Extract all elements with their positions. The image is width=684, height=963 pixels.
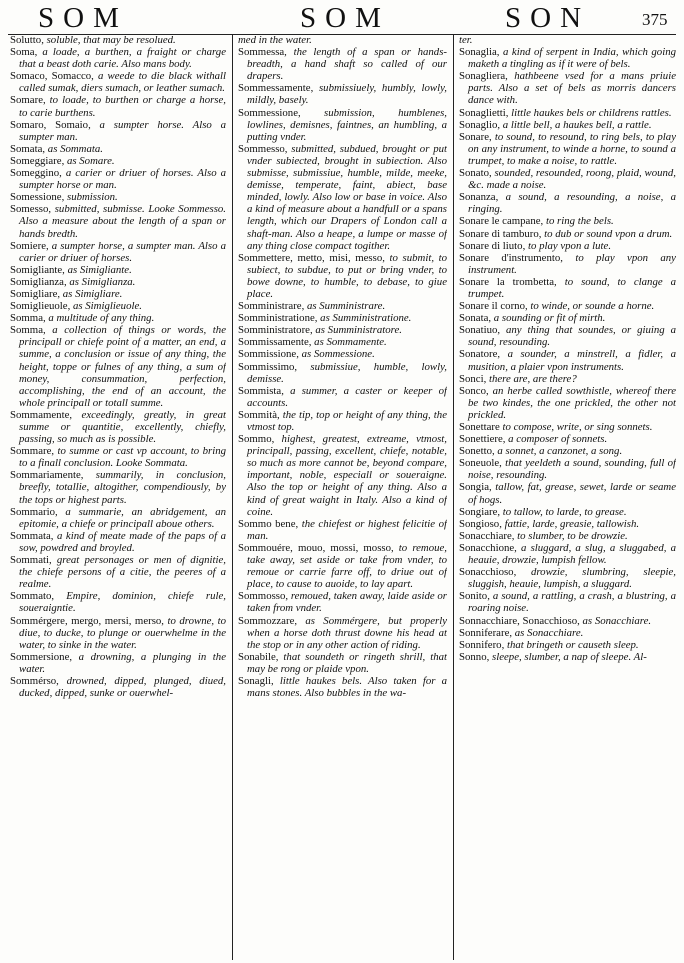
dictionary-entry — [10, 240, 226, 264]
entry-headword: Sommessa, — [238, 46, 287, 59]
dictionary-entry — [459, 421, 676, 433]
entry-headword: Soma, — [10, 46, 38, 59]
dictionary-entry — [459, 131, 676, 167]
entry-headword: Somiglianza, — [10, 275, 67, 288]
entry-headword: Sonci, — [459, 372, 487, 385]
dictionary-entry — [459, 481, 676, 505]
entry-definition: to drowne, to diue, to ducke, to plunge or ouerwhelme in the water, to sinke in the water. — [19, 614, 226, 651]
entry-headword: Somma, — [10, 324, 46, 337]
entry-definition: a carier or driuer of horses. Also a sumpter horse or man. — [19, 167, 226, 192]
entry-headword: Sonniferare, — [459, 626, 513, 639]
entry-headword: Sonaglio, — [459, 118, 501, 131]
dictionary-entry — [238, 675, 447, 699]
entry-definition: as Sommata. — [45, 142, 103, 155]
column-divider — [453, 34, 454, 960]
entry-definition: submitted, subdued, brought or put vnder subiected, brought in subiection. Also submisse, submissiue, humble, milde, meeke, demisse, temperate, faint, abiect, base minded, lowly. Also low or base in voice. Also a kind of measure about a handfull or a spans length, which our Drapers of London call a shaft-man. Also a heape, a lumpe or masse of any thing close compact togither. — [247, 142, 447, 252]
entry-headword: Somiglieuole, — [10, 300, 71, 313]
entry-headword: Sonno, — [459, 650, 490, 663]
dictionary-entry — [10, 651, 226, 675]
dictionary-entry — [459, 300, 676, 312]
entry-headword: Somma, — [10, 312, 46, 325]
entry-definition: a sumpter horse. Also a sumpter man. — [19, 118, 226, 143]
dictionary-entry — [10, 590, 226, 614]
entry-headword: Somministrare, — [238, 300, 305, 313]
entry-definition: a multitude of any thing. — [45, 312, 155, 325]
entry-definition: to loade, to burthen or charge a horse, to carie burthens. — [19, 94, 226, 119]
entry-headword: Sommare, — [10, 445, 55, 458]
entry-headword: Somigliante, — [10, 263, 65, 276]
entry-headword: Songia, — [459, 481, 492, 494]
dictionary-entry — [10, 312, 226, 324]
dictionary-entry — [10, 94, 226, 118]
entry-headword: Sommouére, mouo, mossi, mosso, — [238, 541, 394, 554]
dictionary-entry — [459, 324, 676, 348]
dictionary-entry — [10, 469, 226, 505]
entry-headword: Sommo bene, — [238, 517, 299, 530]
entry-headword: Sonatore, — [459, 348, 501, 361]
running-header — [0, 2, 684, 34]
entry-headword: Sonito, — [459, 590, 490, 603]
dictionary-entry — [459, 385, 676, 421]
entry-headword: Sommettere, metto, misi, messo, — [238, 251, 385, 264]
header-guide-left: SOM — [38, 2, 128, 34]
entry-definition: to compose, write, or sing sonnets. — [499, 421, 653, 433]
entry-definition: a collection of things or words, the principall or chiefe point of a matter, an end, a summe, a conclusion or issue of any thing, the height, toppe or fulnes of any thing, a sum of money, consummation, perfection, accomplishing, the end of an account, the whole principall or totall summe. — [19, 324, 226, 409]
dictionary-entry — [459, 34, 676, 46]
dictionary-entry — [459, 445, 676, 457]
dictionary-entry — [459, 651, 676, 663]
entry-definition: med in the water. — [238, 34, 312, 46]
dictionary-entry — [459, 433, 676, 445]
dictionary-entry — [238, 34, 447, 46]
entry-definition: a sound, a resounding, a noise, a ringing. — [468, 191, 676, 216]
entry-headword: Someggino, — [10, 167, 62, 180]
dictionary-entry — [10, 409, 226, 445]
entry-definition: submitted, submisse. Looke Sommesso. Also a measure about the length of a span or hands bredth. — [19, 203, 226, 240]
entry-definition: that yeeldeth a sound, sounding, full of noise, resounding. — [468, 457, 676, 482]
entry-headword: Sommessamente, — [238, 82, 314, 95]
entry-definition: to ring the bels. — [543, 215, 614, 228]
entry-definition: to play vpon any instrument. — [468, 251, 676, 276]
dictionary-entry — [459, 348, 676, 372]
entry-headword: Sommosso, — [238, 590, 289, 603]
entry-definition: to submit, to subiect, to subdue, to put or bring vnder, to bowe downe, to humble, to debase, to giue place. — [247, 251, 447, 300]
entry-headword: Sommista, — [238, 384, 284, 397]
entry-definition: to dub or sound vpon a drum. — [541, 227, 673, 240]
dictionary-entry — [10, 203, 226, 239]
entry-definition: to slumber, to be drowzie. — [514, 529, 628, 542]
entry-definition: as Sommamente. — [311, 336, 387, 349]
entry-headword: Sommissimo, — [238, 360, 298, 373]
dictionary-entry — [10, 554, 226, 590]
entry-headword: Sonacchiare, — [459, 529, 515, 542]
dictionary-entry — [459, 215, 676, 227]
entry-definition: a kind of serpent in India, which going maketh a tingling as if it were of bels. — [468, 46, 676, 71]
dictionary-entry — [459, 252, 676, 276]
dictionary-entry — [238, 433, 447, 518]
entry-definition: to sound, to clange a trumpet. — [468, 275, 676, 300]
entry-headword: Somesso, — [10, 203, 52, 216]
column-divider — [232, 34, 233, 960]
entry-definition: a sonnet, a canzonet, a song. — [494, 445, 623, 458]
entry-definition: fattie, larde, greasie, tallowish. — [501, 517, 640, 530]
dictionary-entry — [238, 651, 447, 675]
dictionary-entry — [10, 264, 226, 276]
dictionary-entry — [459, 276, 676, 300]
dictionary-entry — [10, 119, 226, 143]
dictionary-entry — [10, 506, 226, 530]
entry-headword: Sonettare — [459, 421, 500, 433]
entry-definition: a sluggard, a slug, a sluggabed, a heauie, drowzie, lumpish fellow. — [468, 541, 676, 567]
entry-headword: Sommérso, — [10, 674, 59, 687]
entry-definition: as Sonacchiare. — [512, 626, 584, 639]
entry-definition: drowzie, slumbring, sleepie, sluggish, heauie, lumpish, a sluggard. — [468, 566, 676, 591]
entry-definition: as Somare. — [64, 154, 115, 167]
entry-headword: Somministratore, — [238, 324, 313, 337]
entry-definition: the length of a span or hands-breadth, a hand shaft so called of our drapers. — [247, 46, 447, 83]
dictionary-entry — [238, 590, 447, 614]
dictionary-entry — [459, 615, 676, 627]
dictionary-entry — [10, 288, 226, 300]
entry-headword: Sommariamente, — [10, 469, 84, 482]
entry-headword: Sonatiuo, — [459, 324, 501, 337]
entry-definition: to summe or cast vp account, to bring to a finall conclusion. Looke Sommata. — [19, 445, 226, 470]
dictionary-entry — [459, 119, 676, 131]
entry-definition: as Sumministratore. — [312, 324, 402, 337]
entry-definition: tallow, fat, grease, sewet, larde or seame of hogs. — [468, 481, 676, 506]
entry-definition: little haukes bels or childrens rattles. — [508, 106, 672, 119]
entry-definition: as Sumministrare. — [304, 300, 386, 313]
entry-definition: great personages or men of dignitie, the chiefe persons of a citie, the peeres of a realme. — [19, 554, 226, 591]
entry-headword: Sonagliera, — [459, 70, 508, 83]
entry-headword: Somessione, — [10, 191, 65, 204]
entry-headword: Sommessione, — [238, 106, 301, 119]
entry-headword: Sonagli, — [238, 674, 274, 687]
entry-definition: the tip, top or height of any thing, the vtmost top. — [247, 408, 447, 433]
entry-headword: Sonanza, — [459, 191, 499, 204]
entry-definition: remoued, taken away, laide aside or taken from vnder. — [247, 590, 447, 615]
entry-definition: there are, are there? — [486, 372, 577, 385]
entry-definition: as Simigliare. — [60, 287, 123, 300]
dictionary-entry — [459, 627, 676, 639]
entry-headword: Sommozzare, — [238, 614, 298, 627]
entry-definition: hathbeene vsed for a mans priuie parts. Also a set of bels as morris dancers dance with. — [468, 70, 676, 107]
entry-headword: Sommesso, — [238, 142, 288, 155]
dictionary-entry — [459, 167, 676, 191]
dictionary-entry — [459, 506, 676, 518]
entry-definition: submission. — [64, 191, 118, 204]
dictionary-entry — [459, 191, 676, 215]
entry-definition: a composer of sonnets. — [505, 433, 608, 446]
dictionary-entry — [459, 107, 676, 119]
entry-definition: Empire, dominion, chiefe rule, soueraigntie. — [19, 590, 226, 615]
dictionary-entry — [459, 639, 676, 651]
entry-definition: soluble, that may be resolued. — [43, 34, 176, 46]
column-2 — [238, 34, 447, 960]
entry-headword: Sonaglietti, — [459, 106, 509, 119]
dictionary-entry — [459, 542, 676, 566]
entry-headword: Sonnifero, — [459, 638, 505, 651]
entry-definition: any thing that soundes, or giuing a sound, resounding. — [468, 324, 676, 349]
entry-headword: Songioso, — [459, 517, 502, 530]
entry-definition: that bringeth or causeth sleep. — [504, 638, 639, 651]
entry-headword: Sommata, — [10, 529, 54, 542]
entry-headword: Somata, — [10, 142, 46, 155]
entry-headword: Sonare, — [459, 130, 492, 143]
dictionary-entry — [238, 336, 447, 348]
entry-definition: ter. — [459, 34, 473, 46]
entry-headword: Somministratione, — [238, 312, 318, 325]
dictionary-entry — [10, 46, 226, 70]
entry-headword: Somaro, Somaio, — [10, 118, 91, 131]
dictionary-entry — [238, 542, 447, 590]
entry-headword: Sonato, — [459, 167, 492, 180]
dictionary-entry — [10, 167, 226, 191]
dictionary-entry — [459, 70, 676, 106]
entry-headword: Somaco, Somacco, — [10, 70, 94, 83]
entry-definition: a sumpter horse, a sumpter man. Also a carier or driuer of horses. — [19, 239, 226, 264]
dictionary-entry — [459, 228, 676, 240]
entry-headword: Sommersione, — [10, 650, 73, 663]
entry-definition: a sounder, a minstrell, a fidler, a musition, a plaier vpon instruments. — [468, 348, 676, 373]
entry-definition: to remoue, take away, set aside or take from vnder, to remoue or carrie farre off, to driue out of place, to cause to auoide, to lay apart. — [247, 541, 447, 591]
dictionary-entry — [459, 373, 676, 385]
entry-headword: Sonata, — [459, 312, 492, 325]
entry-definition: a summarie, an abridgement, an epitomie, a chiefe or principall aboue others. — [19, 505, 226, 530]
entry-headword: Sonacchione, — [459, 541, 517, 554]
entry-headword: Sommati, — [10, 554, 52, 567]
dictionary-entry — [10, 155, 226, 167]
entry-definition: to tallow, to larde, to grease. — [500, 505, 627, 518]
entry-headword: Somare, — [10, 94, 46, 107]
dictionary-entry — [238, 615, 447, 651]
dictionary-entry — [238, 348, 447, 360]
header-guide-center: SOM — [300, 2, 390, 34]
entry-headword: Sommissione, — [238, 348, 299, 361]
dictionary-entry — [238, 312, 447, 324]
dictionary-entry — [238, 82, 447, 106]
entry-headword: Sonaglia, — [459, 46, 500, 59]
entry-definition: as Simigliante. — [64, 263, 132, 276]
entry-headword: Someggiare, — [10, 154, 65, 167]
entry-headword: Sommità, — [238, 408, 280, 421]
entry-headword: Sonco, — [459, 384, 489, 397]
column-1 — [10, 34, 226, 960]
entry-headword: Somigliare, — [10, 287, 61, 300]
dictionary-entry — [238, 361, 447, 385]
entry-definition: a weede to die black withall called sumak, diers sumach, or leather sumach. — [19, 70, 226, 95]
entry-definition: a kind of meate made of the paps of a sow, powdred and broyled. — [19, 529, 226, 554]
dictionary-entry — [459, 590, 676, 614]
page-number: 375 — [642, 10, 668, 29]
entry-headword: Sonare d'instrumento, — [459, 251, 563, 264]
entry-headword: Sonnacchiare, Sonacchioso, — [459, 614, 580, 627]
dictionary-entry — [238, 324, 447, 336]
entry-headword: Sonare il corno, — [459, 300, 528, 313]
dictionary-entry — [10, 615, 226, 651]
dictionary-entry — [459, 457, 676, 481]
entry-definition: as Simiglieuole. — [70, 300, 142, 313]
entry-headword: Sommario, — [10, 505, 58, 518]
dictionary-entry — [238, 46, 447, 82]
entry-definition: drowned, dipped, plunged, diued, ducked, dipped, sunke or ouerwhel- — [19, 674, 226, 700]
dictionary-entry — [459, 518, 676, 530]
dictionary-entry — [10, 300, 226, 312]
entry-definition: a summer, a caster or keeper of accounts. — [247, 384, 447, 409]
entry-definition: a drowning, a plunging in the water. — [19, 650, 226, 675]
entry-definition: to play vpon a lute. — [525, 239, 612, 252]
dictionary-entry — [459, 312, 676, 324]
dictionary-entry — [10, 191, 226, 203]
entry-headword: Sommérgere, mergo, mersi, merso, — [10, 614, 165, 627]
entry-headword: Songiare, — [459, 505, 501, 518]
dictionary-entry — [459, 566, 676, 590]
entry-definition: a sounding or fit of mirth. — [491, 312, 606, 325]
entry-definition: to sound, to resound, to ring bels, to play on any instrument, to winde a horne, to sound a trumpet, to make a noise, to rattle. — [468, 130, 676, 167]
dictionary-entry — [10, 530, 226, 554]
entry-definition: as Sumministratione. — [317, 312, 412, 325]
header-guide-right: SON — [505, 2, 591, 34]
entry-definition: a loade, a burthen, a fraight or charge that a beast doth carie. Also mans body. — [19, 46, 226, 71]
entry-headword: Sommamente, — [10, 408, 73, 421]
dictionary-entry — [10, 324, 226, 409]
dictionary-entry — [238, 409, 447, 433]
entry-definition: as Sonacchiare. — [579, 614, 652, 627]
entry-definition: exceedingly, greatly, in great summe or quantitie, excellently, chiefly, passing, so much as is possible. — [19, 408, 226, 446]
entry-definition: a sound, a rattling, a crash, a blustring, a roaring noise. — [468, 590, 676, 615]
column-3 — [459, 34, 676, 960]
dictionary-entry — [459, 46, 676, 70]
dictionary-entry — [238, 518, 447, 542]
entry-definition: submissiue, humble, lowly, demisse. — [247, 360, 447, 385]
dictionary-entry — [10, 276, 226, 288]
dictionary-entry — [238, 385, 447, 409]
entry-headword: Sonare la trombetta, — [459, 275, 557, 288]
entry-definition: the chiefest or highest felicitie of man. — [247, 517, 447, 542]
entry-definition: summarily, in conclusion, breefly, totallie, altogither, compendiously, by the tops or highest parts. — [19, 469, 226, 506]
dictionary-entry — [10, 445, 226, 469]
dictionary-entry — [238, 143, 447, 252]
dictionary-entry — [10, 34, 226, 46]
entry-headword: Somiere, — [10, 239, 49, 252]
entry-definition: as Simiglianza. — [66, 275, 136, 288]
entry-headword: Sonetto, — [459, 445, 495, 458]
entry-definition: a little bell, a haukes bell, a rattle. — [500, 118, 652, 131]
entry-headword: Sonacchioso, — [459, 566, 517, 579]
dictionary-entry — [10, 70, 226, 94]
entry-definition: as Sommérgere, but properly when a horse doth thrust downe his head at the stop or in any other action of riding. — [247, 614, 447, 651]
entry-definition: to winde, or sounde a horne. — [527, 300, 655, 313]
entry-definition: little haukes bels. Also taken for a mans stones. Also bubbles in the wa- — [247, 674, 447, 700]
dictionary-entry — [238, 300, 447, 312]
entry-definition: submission, humblenes, lowlines, demisnes, faintnes, an humbling, a putting vnder. — [247, 106, 447, 143]
entry-headword: Sonabile, — [238, 650, 279, 663]
entry-definition: submissiuely, humbly, lowly, mildly, basely. — [247, 82, 447, 107]
entry-headword: Sonettiere, — [459, 433, 506, 446]
entry-headword: Sommissamente, — [238, 336, 312, 349]
entry-headword: Sommato, — [10, 590, 55, 603]
entry-definition: sounded, resounded, roong, plaid, wound, &c. made a noise. — [468, 167, 676, 192]
entry-definition: that soundeth or ringeth shrill, that may be rong or plaide vpon. — [247, 650, 447, 675]
dictionary-entry — [10, 675, 226, 699]
entry-definition: sleepe, slumber, a nap of sleepe. Al- — [489, 650, 647, 663]
entry-headword: Soneuole, — [459, 457, 502, 470]
entry-definition: an herbe called sowthistle, whereof there be two kindes, the one prickled, the other not prickled. — [468, 384, 676, 421]
entry-headword: Sommo, — [238, 433, 275, 446]
entry-headword: Sonare di tamburo, — [459, 227, 542, 240]
dictionary-entry — [459, 240, 676, 252]
dictionary-entry — [238, 107, 447, 143]
dictionary-entry — [459, 530, 676, 542]
entry-definition: as Sommessione. — [298, 348, 375, 361]
entry-headword: Sonare le campane, — [459, 215, 544, 228]
entry-headword: Solutto, — [10, 34, 44, 46]
dictionary-entry — [10, 143, 226, 155]
entry-definition: highest, greatest, extreame, vtmost, principall, passing, excellent, chiefe, notable, so much as more cannot be, beyond compare, important, noble, especiall or soueraigne. Also the top or height of any thing. Also a kind of great waight in Italy. Also a kind of coine. — [247, 433, 447, 518]
entry-headword: Sonare di liuto, — [459, 239, 526, 252]
dictionary-entry — [238, 252, 447, 300]
